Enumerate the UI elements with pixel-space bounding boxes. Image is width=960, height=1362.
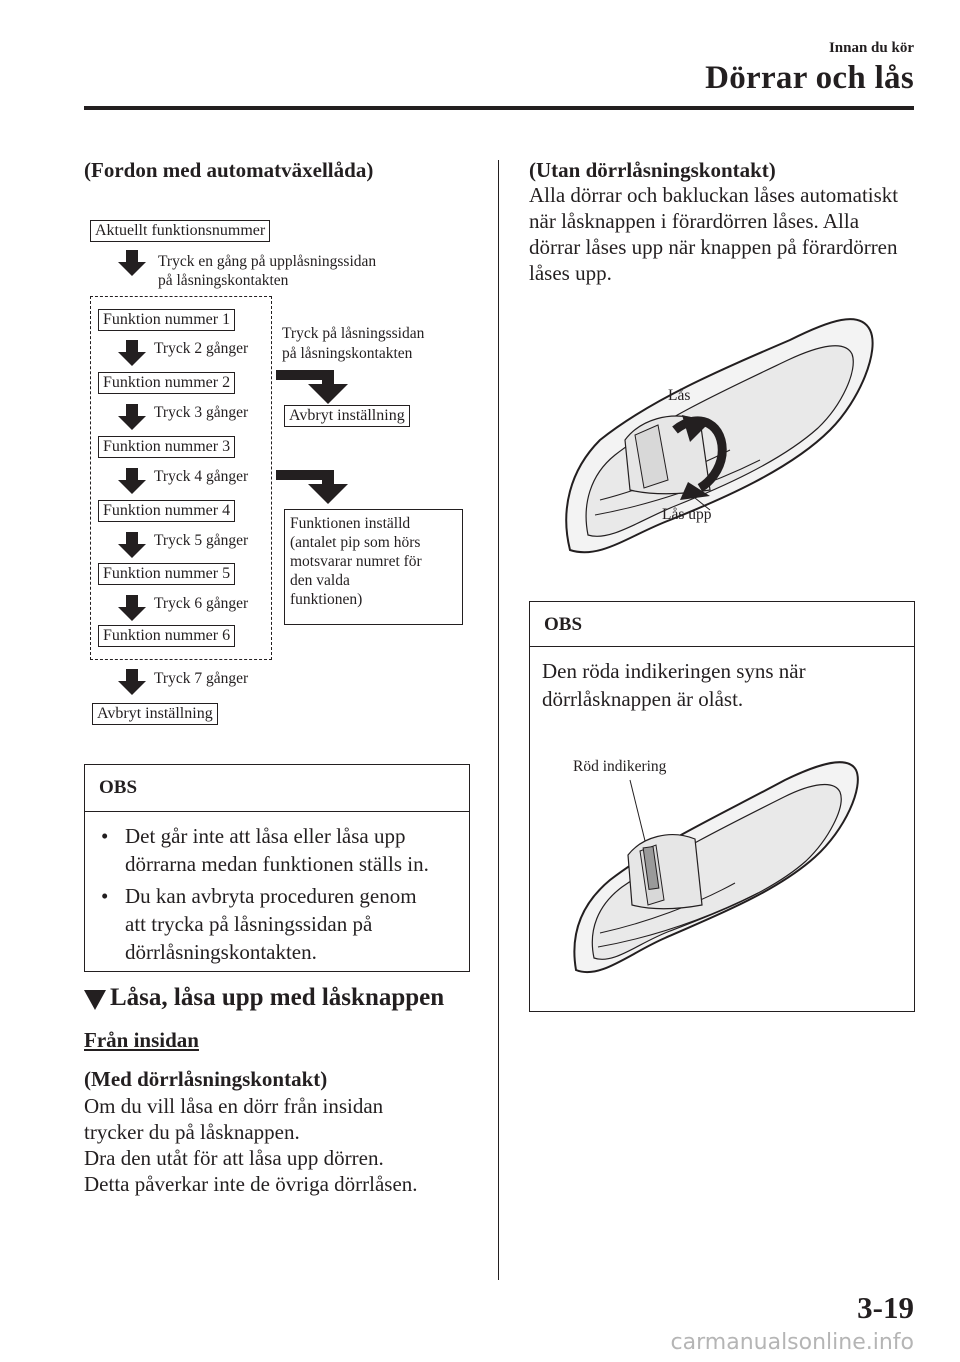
function-set-line: motsvarar numret för	[290, 553, 422, 570]
obs-title: OBS	[99, 777, 138, 798]
press-label-4: Tryck 4 gånger	[154, 468, 249, 485]
text-line: dörrar låses upp när knappen på förardörren	[529, 235, 898, 259]
with-switch-text	[84, 1093, 418, 1197]
bent-arrow-icon	[276, 366, 358, 404]
arrow-down-icon	[118, 404, 146, 430]
function-box-1: Funktion nummer 1	[98, 309, 235, 331]
press-label-2: Tryck 2 gånger	[154, 340, 249, 357]
text-line: när låsknappen i förardörren låses. Alla	[529, 209, 860, 233]
cancel-box-bottom: Avbryt inställning	[92, 703, 218, 725]
heading-with-switch: (Med dörrlåsningskontakt)	[84, 1067, 328, 1091]
text-line: låses upp.	[529, 261, 612, 285]
text-line: Dra den utåt för att låsa upp dörren.	[84, 1146, 384, 1170]
arrow-down-icon	[118, 340, 146, 366]
lock-label: Lås	[668, 387, 691, 404]
text-line: Detta påverkar inte de övriga dörrlåsen.	[84, 1172, 418, 1196]
obs-bullet-line: dörrarna medan funktionen ställs in.	[125, 852, 429, 877]
press-label-3: Tryck 3 gånger	[154, 404, 249, 421]
function-set-line: den valda	[290, 572, 350, 589]
arrow-down-icon	[118, 468, 146, 494]
obs-bullet-line: Du kan avbryta proceduren genom	[125, 884, 417, 909]
press-once-label-1: Tryck en gång på upplåsningssidan	[158, 253, 377, 270]
obs-bullet-line: att trycka på låsningssidan på	[125, 912, 373, 937]
function-box-3: Funktion nummer 3	[98, 436, 235, 458]
without-switch-text	[529, 182, 898, 286]
press-label-7: Tryck 7 gånger	[154, 670, 249, 687]
triangle-down-icon	[84, 990, 106, 1010]
arrow-down-icon	[118, 532, 146, 558]
obs-box-left	[84, 764, 470, 972]
section-title: Låsa, låsa upp med låsknappen	[110, 984, 445, 1011]
function-set-line: (antalet pip som hörs	[290, 534, 421, 551]
obs-text-line: Den röda indikeringen syns när	[542, 659, 806, 684]
page-title: Dörrar och lås	[705, 60, 914, 96]
obs-text-line: dörrlåsknappen är olåst.	[542, 687, 744, 712]
page-number: 3-19	[857, 1290, 914, 1325]
text-line: Alla dörrar och bakluckan låses automatiskt	[529, 183, 899, 207]
press-lock-label-1: Tryck på låsningssidan	[282, 325, 425, 342]
bent-arrow-icon	[276, 466, 358, 504]
function-set-box	[284, 509, 463, 625]
heading-automatic: (Fordon med automatväxellåda)	[84, 158, 374, 182]
function-box-5: Funktion nummer 5	[98, 563, 235, 585]
cancel-box: Avbryt inställning	[284, 405, 410, 427]
obs-bullet-line: dörrlåsningskontakten.	[125, 940, 317, 965]
obs-bullet-line: Det går inte att låsa eller låsa upp	[125, 824, 406, 849]
watermark: carmanualsonline.info	[670, 1330, 914, 1355]
door-handle-illustration	[560, 310, 890, 570]
function-box-6: Funktion nummer 6	[98, 625, 235, 647]
text-line: Om du vill låsa en dörr från insidan	[84, 1094, 384, 1118]
obs-bullet: • Du kan avbryta proceduren genom att trycka på låsningssidan på dörrlåsningskontakten.	[101, 884, 417, 965]
obs-title: OBS	[544, 614, 583, 635]
function-set-line: funktionen)	[290, 591, 363, 608]
press-once-label-2: på låsningskontakten	[158, 272, 289, 289]
obs-bullet: • Det går inte att låsa eller låsa upp dörrarna medan funktionen ställs in.	[101, 824, 429, 877]
red-indicator-label: Röd indikering	[573, 758, 667, 775]
column-divider	[498, 160, 499, 1280]
arrow-down-icon	[118, 595, 146, 621]
subsection-title: Från insidan	[84, 1028, 199, 1052]
header-section: Innan du kör	[828, 40, 914, 56]
text-line: trycker du på låsknappen.	[84, 1120, 300, 1144]
door-handle-indicator-illustration	[570, 755, 880, 990]
current-function-box: Aktuellt funktionsnummer	[90, 220, 270, 242]
press-lock-label-2: på låsningskontakten	[282, 345, 413, 362]
header-rule	[84, 106, 914, 110]
arrow-down-icon	[118, 250, 146, 276]
unlock-label: Lås upp	[662, 506, 712, 523]
press-label-5: Tryck 5 gånger	[154, 532, 249, 549]
arrow-down-icon	[118, 669, 146, 695]
function-box-2: Funktion nummer 2	[98, 372, 235, 394]
heading-without-switch: (Utan dörrlåsningskontakt)	[529, 158, 776, 182]
function-box-4: Funktion nummer 4	[98, 500, 235, 522]
press-label-6: Tryck 6 gånger	[154, 595, 249, 612]
function-set-line: Funktionen inställd	[290, 515, 411, 532]
